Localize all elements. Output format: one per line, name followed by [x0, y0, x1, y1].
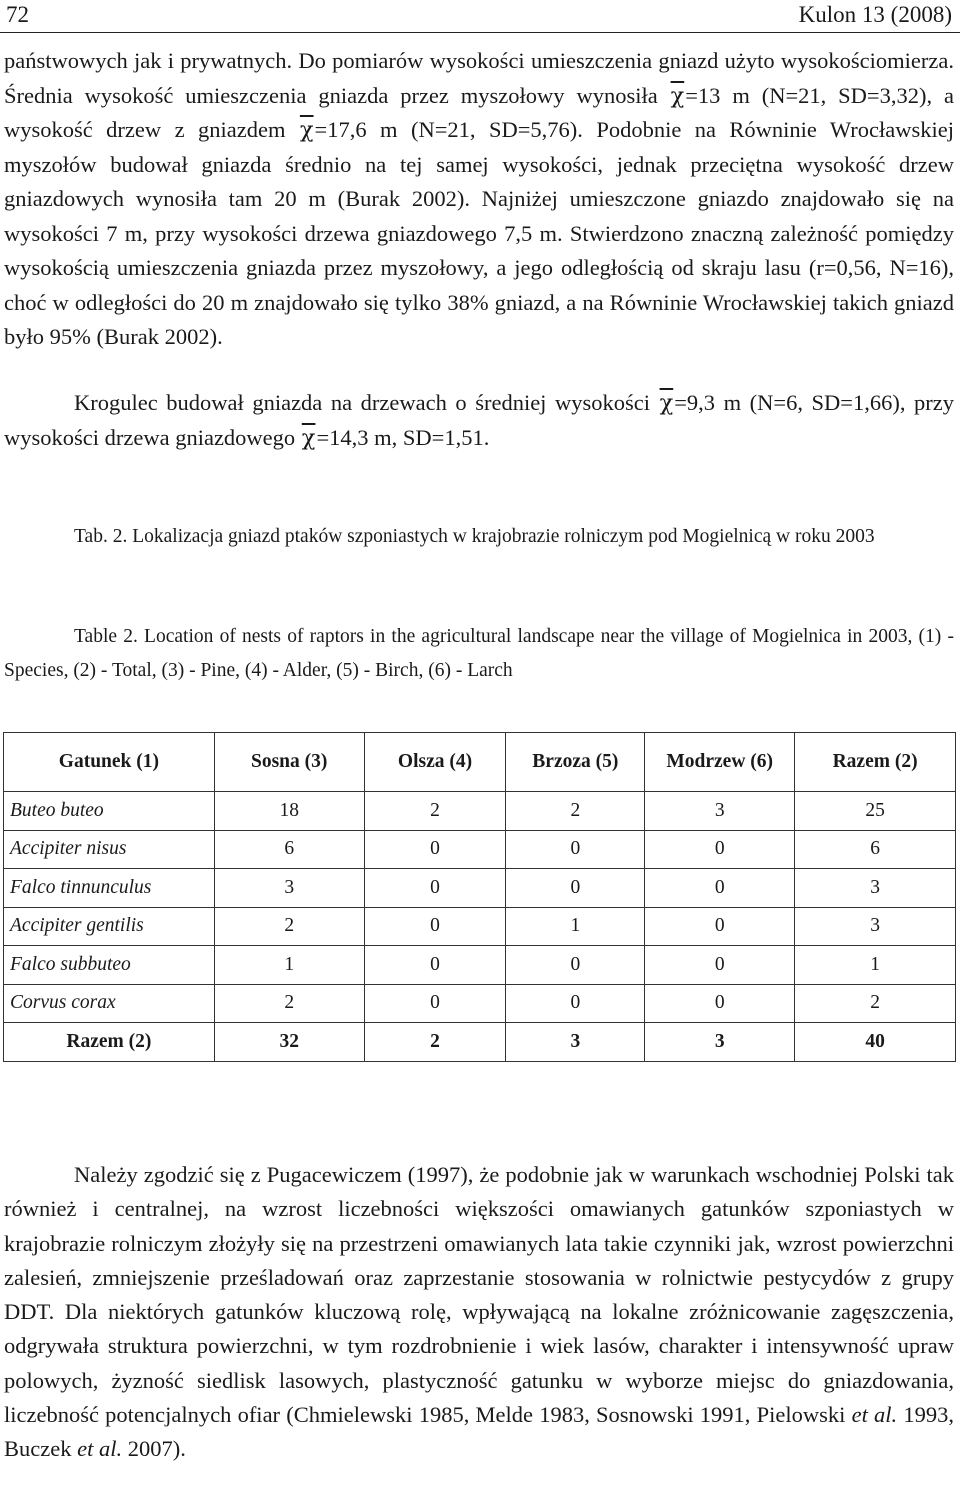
paragraph-1-text-a: państwowych jak i prywatnych. Do pomiarów wysokości umieszczenia gniazd użyto wysokościomierza. Średnia wysokość umieszczenia gniazda przez myszołowy wynosiła: [4, 48, 954, 108]
table-cell: 6: [795, 830, 956, 869]
total-cell: 40: [795, 1023, 956, 1062]
table-cell: 0: [364, 907, 506, 946]
mean-symbol: $\overline{\chi}$: [670, 82, 685, 109]
species-name: Corvus corax: [4, 984, 215, 1023]
et-al: et al.: [851, 1402, 898, 1428]
table-cell: 0: [364, 984, 506, 1023]
species-name: Falco tinnunculus: [4, 869, 215, 908]
header-species: Gatunek (1): [4, 733, 215, 792]
total-cell: 3: [506, 1023, 645, 1062]
caption-pl-text: Tab. 2. Lokalizacja gniazd ptaków szponiastych w krajobrazie rolniczym pod Mogielnicą w roku 2003: [74, 526, 875, 547]
table-caption-en: [4, 620, 954, 688]
paragraph-3-text-c: 2007).: [122, 1436, 186, 1462]
table-cell: 0: [364, 869, 506, 908]
header-pine: Sosna (3): [214, 733, 364, 792]
total-cell: 3: [645, 1023, 795, 1062]
table-cell: 6: [214, 830, 364, 869]
mean-symbol: $\overline{\chi}$: [659, 390, 674, 416]
paragraph-3: [4, 1158, 954, 1467]
page-header: [6, 0, 954, 30]
species-name: Accipiter gentilis: [4, 907, 215, 946]
journal-name: Kulon 13 (2008): [798, 2, 952, 27]
table-cell: 3: [795, 869, 956, 908]
caption-en-text: Table 2. Location of nests of raptors in the agricultural landscape near the village of Mogielnica in 2003, (1) - Species, (2) - Total, (3) - Pine, (4) - Alder, (5) - Birch, (6) - Larch: [4, 626, 954, 681]
table-cell: 0: [506, 946, 645, 985]
table-cell: 0: [364, 830, 506, 869]
species-name: Accipiter nisus: [4, 830, 215, 869]
total-cell: 2: [364, 1023, 506, 1062]
paragraph-3-text-b: 1993, Buczek: [4, 1402, 954, 1462]
table-cell: 1: [795, 946, 956, 985]
table-cell: 2: [506, 792, 645, 831]
header-larch: Modrzew (6): [645, 733, 795, 792]
table-cell: 0: [645, 830, 795, 869]
table-cell: 2: [795, 984, 956, 1023]
page-number: 72: [6, 2, 29, 27]
paragraph-2: [4, 386, 954, 455]
paragraph-3-text-a: Należy zgodzić się z Pugacewiczem (1997), że podobnie jak w warunkach wschodniej Polski tak również i centralnej, na wzrost liczebności większości omawianych gatunków szponiastych w krajobrazie rolniczym złożyły się na przestrzeni omawianych lata takie czynniki jak, wzrost powierzchni zalesień, zmniejszenie prześladowań oraz zaprzestanie stosowania w rolnictwie pestycydów z grupy DDT. Dla niektórych gatunków kluczową rolę, wpływającą na lokalne zróżnicowanie zagęszczenia, odgrywała struktura powierzchni, w tym rozdrobnienie i wiek lasów, charakter i intensywność upraw polowych, żyzność siedlisk lasowych, plastyczność gatunku w wyborze miejsc do gniazdowania, liczebność potencjalnych ofiar (Chmielewski 1985, Melde 1983, Sosnowski 1991, Pielowski: [4, 1162, 954, 1428]
table-row: [4, 907, 956, 946]
table-cell: 0: [645, 946, 795, 985]
table-row: [4, 830, 956, 869]
table-total-row: [4, 1023, 956, 1062]
table-cell: 0: [506, 830, 645, 869]
table-row: [4, 792, 956, 831]
paragraph-2-text-a: Krogulec budował gniazda na drzewach o średniej wysokości: [74, 390, 659, 415]
table-cell: 2: [214, 984, 364, 1023]
header-total: Razem (2): [795, 733, 956, 792]
table-cell: 3: [214, 869, 364, 908]
mean-symbol: $\overline{\chi}$: [299, 117, 314, 143]
paragraph-2-text-b: =9,3 m (N=6, SD=1,66), przy wysokości drzewa gniazdowego: [4, 390, 954, 450]
table-cell: 0: [506, 869, 645, 908]
nests-table: [3, 732, 956, 1062]
paragraph-1: [4, 44, 954, 355]
table-caption-pl: [4, 520, 954, 554]
table-cell: 0: [645, 984, 795, 1023]
table-cell: 2: [364, 792, 506, 831]
paragraph-1-text-c: =17,6 m (N=21, SD=5,76). Podobnie na Równinie Wrocławskiej myszołów budował gniazda średnio na tej samej wysokości, jednak przeciętna wysokość drzew gniazdowych wynosiła tam 20 m (Burak 2002). Najniżej umieszczone gniazdo znajdowało się na wysokości 7 m, przy wysokości drzewa gniazdowego 7,5 m. Stwierdzono znaczną zależność pomiędzy wysokością umieszczenia gniazda przez myszołowy, a jego odległością od skraju lasu (r=0,56, N=16), choć w odległości do 20 m znajdowało się tylko 38% gniazd, a na Równinie Wrocławskiej takich gniazd było 95% (Burak 2002).: [4, 117, 954, 349]
paragraph-2-text-c: =14,3 m, SD=1,51.: [316, 424, 490, 450]
total-label: Razem (2): [4, 1023, 215, 1062]
header-alder: Olsza (4): [364, 733, 506, 792]
table-cell: 0: [364, 946, 506, 985]
table-header-row: [4, 733, 956, 792]
table-cell: 2: [214, 907, 364, 946]
table-cell: 3: [645, 792, 795, 831]
mean-symbol: $\overline{\chi}$: [301, 424, 316, 451]
table-cell: 18: [214, 792, 364, 831]
table-row: [4, 869, 956, 908]
table-cell: 25: [795, 792, 956, 831]
total-cell: 32: [214, 1023, 364, 1062]
table-cell: 0: [645, 907, 795, 946]
species-name: Buteo buteo: [4, 792, 215, 831]
paragraph-1-text-b: =13 m (N=21, SD=3,32), a wysokość drzew z gniazdem: [4, 82, 954, 142]
table-cell: 1: [214, 946, 364, 985]
header-rule: [0, 32, 960, 33]
header-birch: Brzoza (5): [506, 733, 645, 792]
table-cell: 3: [795, 907, 956, 946]
table-cell: 0: [506, 984, 645, 1023]
table-cell: 1: [506, 907, 645, 946]
table-row: [4, 984, 956, 1023]
table-cell: 0: [645, 869, 795, 908]
et-al: et al.: [77, 1436, 123, 1462]
species-name: Falco subbuteo: [4, 946, 215, 985]
table-row: [4, 946, 956, 985]
